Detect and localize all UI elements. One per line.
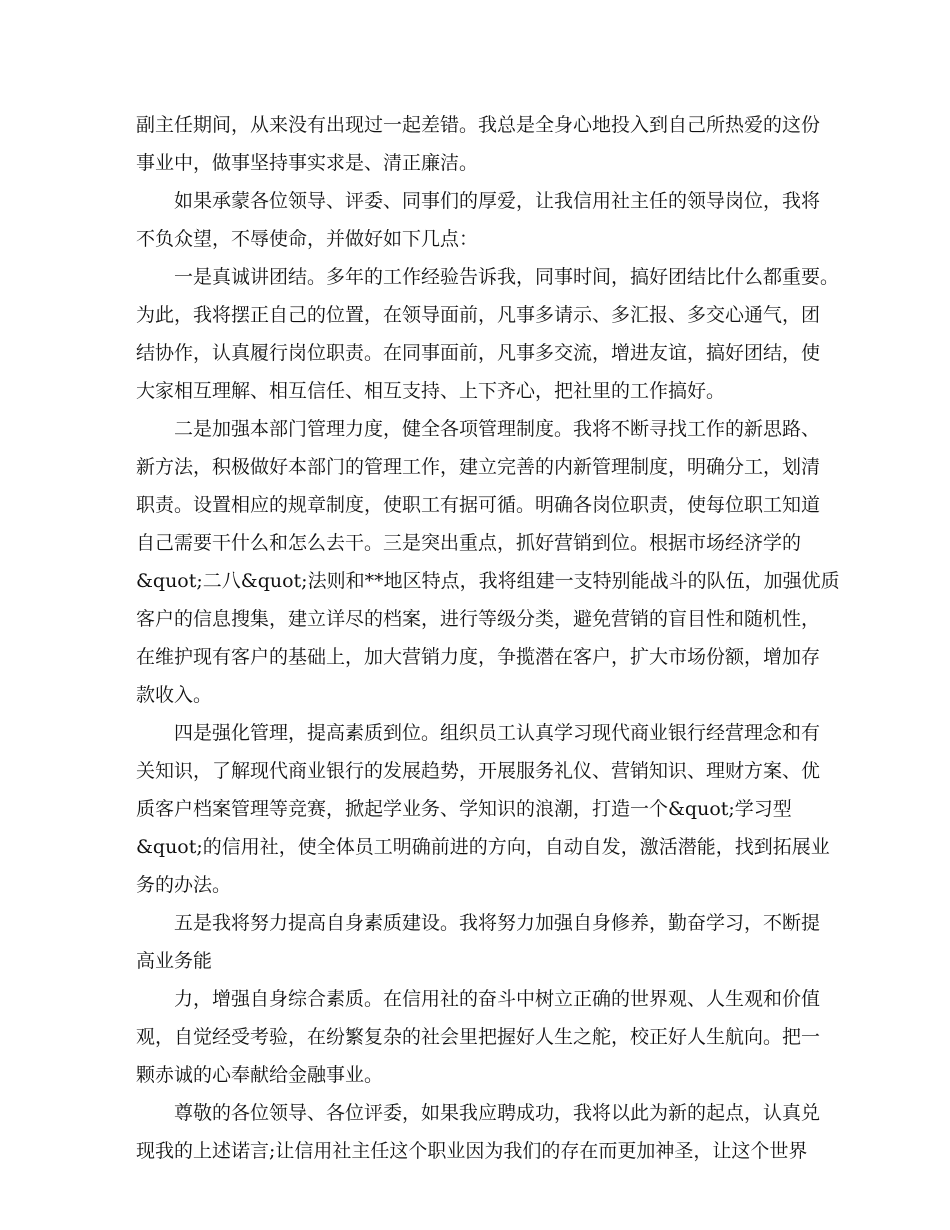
text-line: 尊敬的各位领导、各位评委，如果我应聘成功，我将以此为新的起点，认真兑 (174, 1102, 821, 1124)
text-line: 二是加强本部门管理力度，健全各项管理制度。我将不断寻找工作的新思路、 (174, 418, 821, 440)
text-line: 款收入。 (136, 684, 213, 706)
text-line: 务的办法。 (136, 874, 232, 896)
text-line: 高业务能 (136, 950, 213, 972)
text-line: 大家相互理解、相互信任、相互支持、上下齐心，把社里的工作搞好。 (136, 380, 726, 402)
text-line: 客户的信息搜集，建立详尽的档案，进行等级分类，避免营销的盲目性和随机性， (136, 608, 821, 630)
text-line: &quot;的信用社，使全体员工明确前进的方向，自动自发，激活潜能，找到拓展业 (136, 836, 830, 858)
text-line: 职责。设置相应的规章制度，使职工有据可循。明确各岗位职责，使每位职工知道 (136, 494, 821, 516)
text-line: 一是真诚讲团结。多年的工作经验告诉我，同事时间，搞好团结比什么都重要。 (174, 266, 840, 288)
text-line: 关知识，了解现代商业银行的发展趋势，开展服务礼仪、营销知识、理财方案、优 (136, 760, 821, 782)
text-line: 为此，我将摆正自己的位置，在领导面前，凡事多请示、多汇报、多交心通气，团 (136, 304, 821, 326)
text-line: 如果承蒙各位领导、评委、同事们的厚爱，让我信用社主任的领导岗位，我将 (174, 190, 821, 212)
text-line: 力，增强自身综合素质。在信用社的奋斗中树立正确的世界观、人生观和价值 (174, 988, 821, 1010)
text-line: 观，自觉经受考验，在纷繁复杂的社会里把握好人生之舵，校正好人生航向。把一 (136, 1026, 821, 1048)
text-line: 结协作，认真履行岗位职责。在同事面前，凡事多交流，增进友谊，搞好团结，使 (136, 342, 821, 364)
text-line: 自己需要干什么和怎么去干。三是突出重点，抓好营销到位。根据市场经济学的 (136, 532, 802, 554)
text-line: 副主任期间，从来没有出现过一起差错。我总是全身心地投入到自己所热爱的这份 (136, 114, 821, 136)
text-line: 新方法，积极做好本部门的管理工作，建立完善的内新管理制度，明确分工，划清 (136, 456, 821, 478)
text-line: &quot;二八&quot;法则和**地区特点，我将组建一支特别能战斗的队伍，加强优质 (136, 570, 840, 592)
text-line: 事业中，做事坚持事实求是、清正廉洁。 (136, 152, 479, 174)
text-line: 颗赤诚的心奉献给金融事业。 (136, 1064, 384, 1086)
text-line: 不负众望，不辱使命，并做好如下几点： (136, 228, 479, 250)
text-line: 质客户档案管理等竞赛，掀起学业务、学知识的浪潮，打造一个&quot;学习型 (136, 798, 792, 820)
text-line: 在维护现有客户的基础上，加大营销力度，争揽潜在客户，扩大市场份额，增加存 (136, 646, 821, 668)
text-line: 现我的上述诺言;让信用社主任这个职业因为我们的存在而更加神圣，让这个世界 (136, 1140, 808, 1162)
text-line: 五是我将努力提高自身素质建设。我将努力加强自身修养，勤奋学习，不断提 (174, 912, 821, 934)
text-line: 四是强化管理，提高素质到位。组织员工认真学习现代商业银行经营理念和有 (174, 722, 821, 744)
